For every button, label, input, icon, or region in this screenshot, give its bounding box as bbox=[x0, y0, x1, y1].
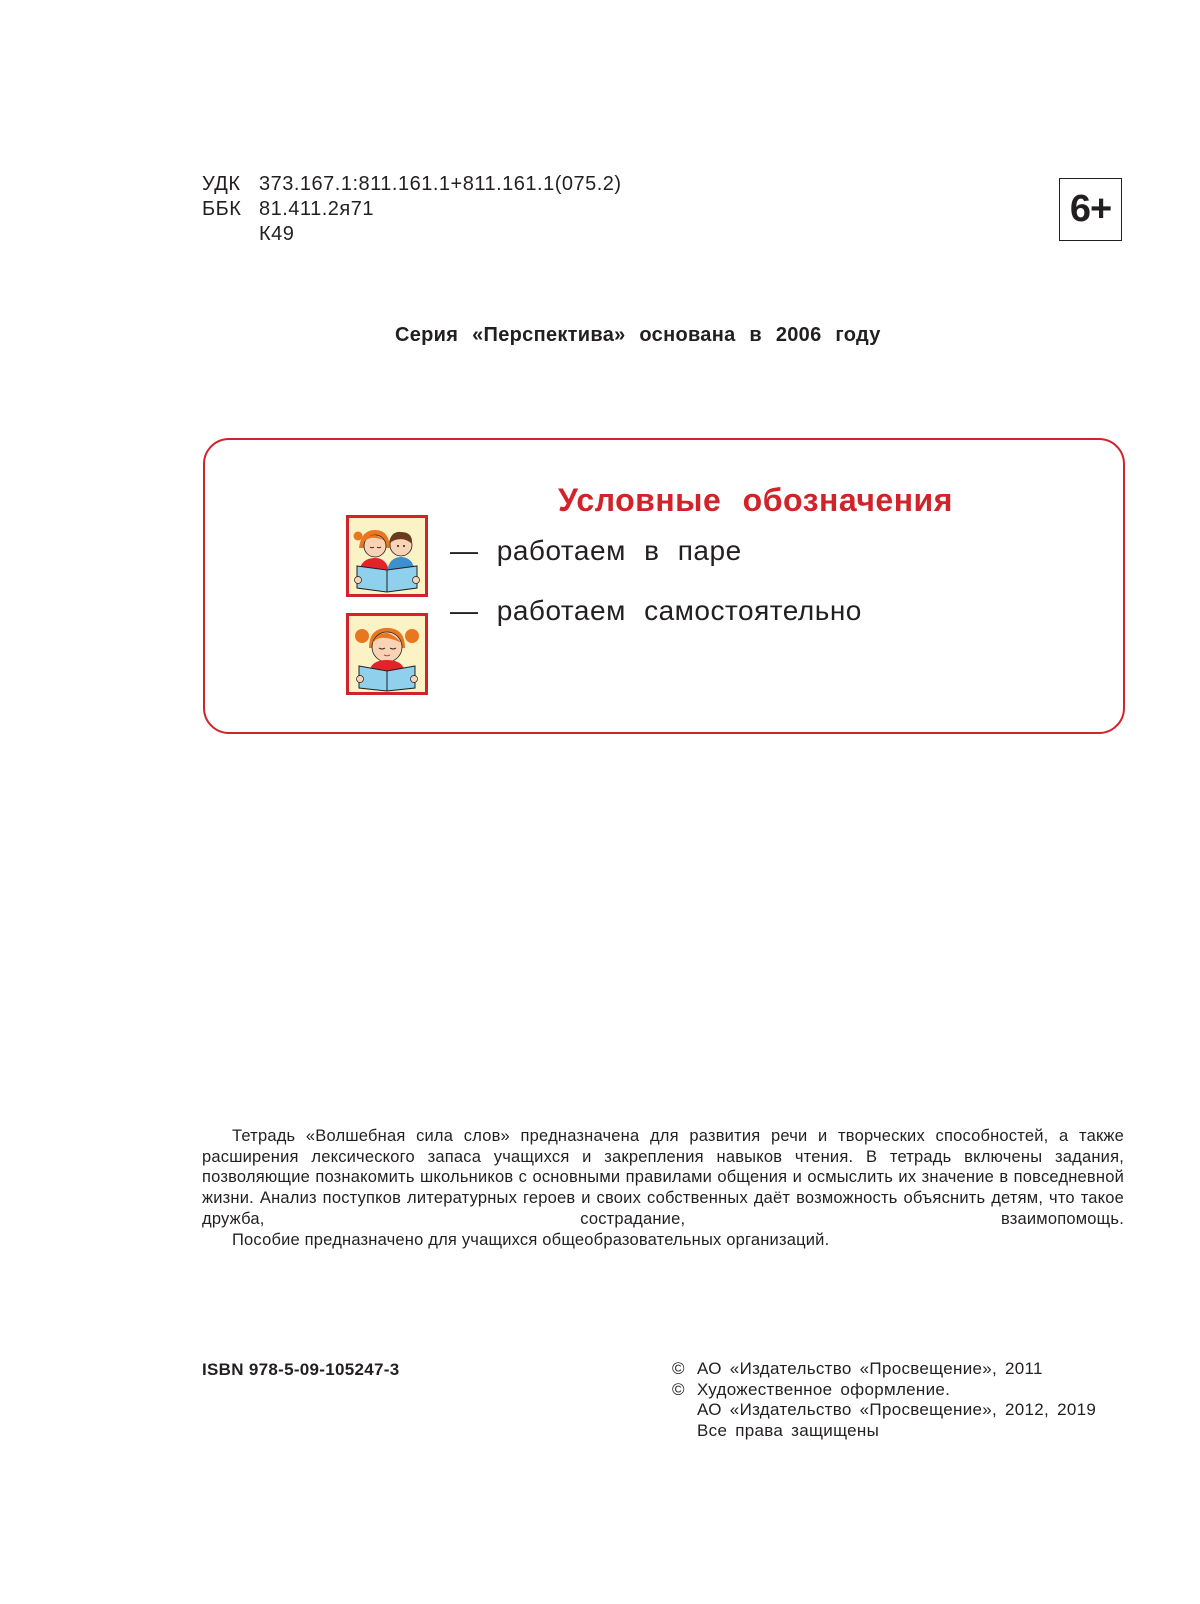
series-line: Серия «Перспектива» основана в 2006 году bbox=[395, 324, 881, 346]
udk-value: 373.167.1:811.161.1+811.161.1(075.2) bbox=[259, 173, 622, 195]
annotation-paragraph-2: Пособие предназначено для учащихся общеобразовательных организаций. bbox=[232, 1230, 830, 1249]
bbk-value: 81.411.2я71 bbox=[259, 198, 374, 220]
catalog-info bbox=[202, 172, 622, 247]
legend-title: Условные обозначения bbox=[558, 482, 953, 518]
bbk-row bbox=[202, 197, 622, 222]
udk-row bbox=[202, 172, 622, 197]
copyright-block bbox=[672, 1359, 1096, 1441]
copyright-symbol: © bbox=[672, 1359, 685, 1378]
copyright-symbol: © bbox=[672, 1379, 685, 1399]
copyright-line-1 bbox=[672, 1359, 1096, 1380]
legend-item-pair-text: — работаем в паре bbox=[450, 535, 742, 566]
age-rating-badge: 6+ bbox=[1059, 178, 1122, 241]
author-mark: К49 bbox=[259, 223, 295, 245]
legend-box bbox=[203, 438, 1125, 734]
copyright-text-2: Художественное оформление. bbox=[697, 1379, 951, 1399]
solo-work-icon bbox=[346, 613, 428, 695]
copyright-text-3: АО «Издательство «Просвещение», 2012, 2019 bbox=[697, 1400, 1097, 1419]
legend-item-solo-text: — работаем самостоятельно bbox=[450, 595, 862, 626]
isbn: ISBN 978-5-09-105247-3 bbox=[202, 1360, 400, 1379]
annotation-paragraph-1: Тетрадь «Волшебная сила слов» предназначена для развития речи и творческих способностей, а также расширения лексического запаса учащихся и закрепления навыков чтения. В тетрадь включены задания, позволяющие познакомить школьников с основными правилами общения и осмыслить их значение в повседневной жизни. Анализ поступков литературных героев и своих собственных даёт возможность объяснить детям, что такое дружба, сострадание, взаимопомощь. bbox=[202, 1127, 1124, 1228]
copyright-text-4: Все права защищены bbox=[697, 1420, 880, 1440]
pair-work-icon bbox=[346, 515, 428, 597]
udk-label: УДК bbox=[202, 173, 241, 195]
copyright-line-2 bbox=[672, 1380, 1096, 1401]
copyright-text-1: АО «Издательство «Просвещение», 2011 bbox=[697, 1359, 1043, 1378]
bbk-label: ББК bbox=[202, 198, 242, 220]
annotation bbox=[202, 1126, 1124, 1250]
